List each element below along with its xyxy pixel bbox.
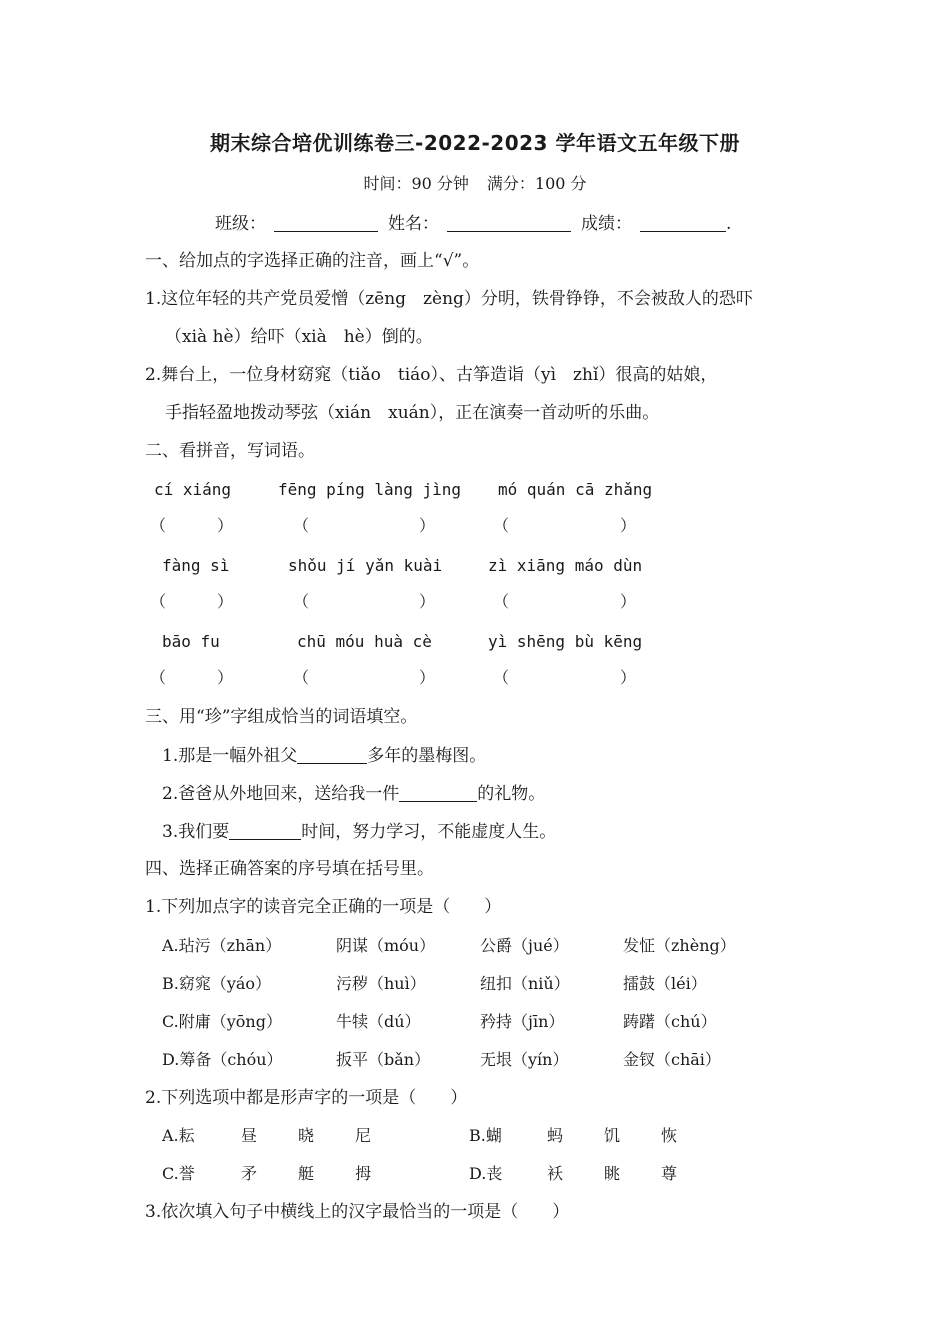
s4-q2-option-d[interactable]: D.丧 — [469, 1164, 503, 1183]
section-2-heading: 二、看拼音，写词语。 — [145, 441, 315, 461]
s4-q2-char: 蚂 — [547, 1126, 564, 1145]
answer-box-2-1-open: （ — [150, 592, 167, 611]
class-field[interactable] — [274, 215, 378, 232]
s4-q1-option[interactable]: B.窈窕（yáo） — [162, 974, 272, 993]
s4-q2: 2.下列选项中都是形声字的一项是（ ） — [145, 1088, 468, 1108]
answer-box-2-2-open: （ — [293, 592, 310, 611]
pinyin-3-1: bāo fu — [162, 632, 220, 651]
pinyin-2-2: shǒu jí yǎn kuài — [288, 556, 443, 575]
answer-box-2-3-close: ） — [620, 592, 637, 611]
s4-q1-option: 踌躇（chú） — [623, 1012, 717, 1031]
info-end-mark: . — [726, 214, 732, 234]
s4-q2-char: 袄 — [547, 1164, 564, 1183]
s4-q2-char: 晓 — [298, 1126, 315, 1145]
name-label: 姓名： — [388, 214, 439, 234]
answer-box-2-2-close: ） — [419, 592, 436, 611]
exam-meta — [0, 176, 950, 192]
name-field[interactable] — [447, 215, 571, 232]
s4-q2-option-a[interactable]: A.耘 — [162, 1126, 195, 1145]
s4-q1-option: 擂鼓（léi） — [623, 974, 707, 993]
grade-label: 成绩： — [581, 214, 632, 234]
s4-q1: 1.下列加点字的读音完全正确的一项是（ ） — [145, 897, 502, 917]
answer-box-3-2-open: （ — [293, 668, 310, 687]
pinyin-1-2: fēng píng làng jìng — [278, 480, 462, 499]
student-info-row — [215, 215, 731, 233]
s4-q1-option: 矜持（jīn） — [480, 1012, 565, 1031]
s4-q2-char: 矛 — [241, 1164, 258, 1183]
answer-box-1-3-open: （ — [493, 516, 510, 535]
fill-blank-3[interactable] — [229, 823, 301, 840]
answer-box-3-3-open: （ — [493, 668, 510, 687]
s4-q2-char: 饥 — [604, 1126, 621, 1145]
fill-blank-1[interactable] — [297, 747, 367, 764]
s4-q1-option: 公爵（jué） — [480, 936, 569, 955]
pinyin-1-1: cí xiáng — [154, 480, 232, 499]
s4-q2-option-b[interactable]: B.蝴 — [469, 1126, 502, 1145]
section-4-heading: 四、选择正确答案的序号填在括号里。 — [145, 859, 434, 879]
answer-box-3-2-close: ） — [419, 668, 436, 687]
answer-box-3-1-close: ） — [217, 668, 234, 687]
s4-q1-option: 牛犊（dú） — [336, 1012, 421, 1031]
grade-field[interactable] — [640, 215, 726, 232]
s4-q1-option[interactable]: A.玷污（zhān） — [162, 936, 282, 955]
s1-q1-line2: （xià hè）给吓（xià hè）倒的。 — [165, 327, 433, 347]
answer-box-1-2-open: （ — [293, 516, 310, 535]
answer-box-2-3-open: （ — [493, 592, 510, 611]
s4-q1-option[interactable]: D.筹备（chóu） — [162, 1050, 283, 1069]
s4-q2-option-c[interactable]: C.誉 — [162, 1164, 195, 1183]
answer-box-1-1-open: （ — [150, 516, 167, 535]
section-3-heading: 三、用“珍”字组成恰当的词语填空。 — [145, 707, 418, 727]
fill-blank-2[interactable] — [399, 785, 477, 802]
s4-q2-char: 尼 — [355, 1126, 372, 1145]
pinyin-2-1: fàng sì — [162, 556, 230, 575]
pinyin-2-3: zì xiāng máo dùn — [488, 556, 643, 575]
s4-q1-option[interactable]: C.附庸（yōng） — [162, 1012, 282, 1031]
s4-q1-option: 金钗（chāi） — [623, 1050, 721, 1069]
s4-q2-char: 艇 — [298, 1164, 315, 1183]
page-title: 期末综合培优训练卷三-2022-2023 学年语文五年级下册 — [210, 131, 740, 155]
s4-q1-option: 纽扣（niǔ） — [480, 974, 570, 993]
s4-q2-char: 眺 — [604, 1164, 621, 1183]
s4-q1-option: 阴谋（móu） — [336, 936, 436, 955]
pinyin-3-3: yì shēng bù kēng — [488, 632, 643, 651]
full-score: 满分：100 分 — [486, 174, 587, 193]
s3-item-2: 2.爸爸从外地回来，送给我一件 的礼物。 — [162, 784, 546, 804]
answer-box-3-3-close: ） — [620, 668, 637, 687]
s3-item-1: 1.那是一幅外祖父 多年的墨梅图。 — [162, 746, 487, 766]
s4-q2-char: 拇 — [355, 1164, 372, 1183]
time-limit: 时间：90 分钟 — [363, 174, 469, 193]
answer-box-2-1-close: ） — [217, 592, 234, 611]
answer-box-1-3-close: ） — [620, 516, 637, 535]
s4-q1-option: 污秽（huì） — [336, 974, 426, 993]
pinyin-3-2: chū móu huà cè — [297, 632, 432, 651]
section-1-heading: 一、给加点的字选择正确的注音，画上“√”。 — [145, 251, 480, 271]
s4-q1-option: 扳平（bǎn） — [336, 1050, 431, 1069]
s4-q1-option: 无垠（yín） — [480, 1050, 569, 1069]
s1-q2-line1: 2.舞台上，一位身材窈窕（tiǎo tiáo）、古筝造诣（yì zhǐ）很高的姑娘， — [145, 365, 718, 385]
answer-box-1-1-close: ） — [217, 516, 234, 535]
answer-box-1-2-close: ） — [419, 516, 436, 535]
s4-q2-char: 昼 — [241, 1126, 258, 1145]
s1-q1-line1: 1.这位年轻的共产党员爱憎（zēng zèng）分明，铁骨铮铮，不会被敌人的恐吓 — [145, 289, 753, 309]
s3-item-3: 3.我们要 时间，努力学习，不能虚度人生。 — [162, 822, 557, 842]
s4-q2-char: 恢 — [661, 1126, 678, 1145]
s4-q3: 3.依次填入句子中横线上的汉字最恰当的一项是（ ） — [145, 1202, 570, 1222]
s4-q2-char: 尊 — [661, 1164, 678, 1183]
answer-box-3-1-open: （ — [150, 668, 167, 687]
pinyin-1-3: mó quán cā zhǎng — [498, 480, 653, 499]
class-label: 班级： — [215, 214, 266, 234]
s1-q2-line2: 手指轻盈地拨动琴弦（xián xuán），正在演奏一首动听的乐曲。 — [165, 403, 660, 423]
s4-q1-option: 发怔（zhèng） — [623, 936, 736, 955]
